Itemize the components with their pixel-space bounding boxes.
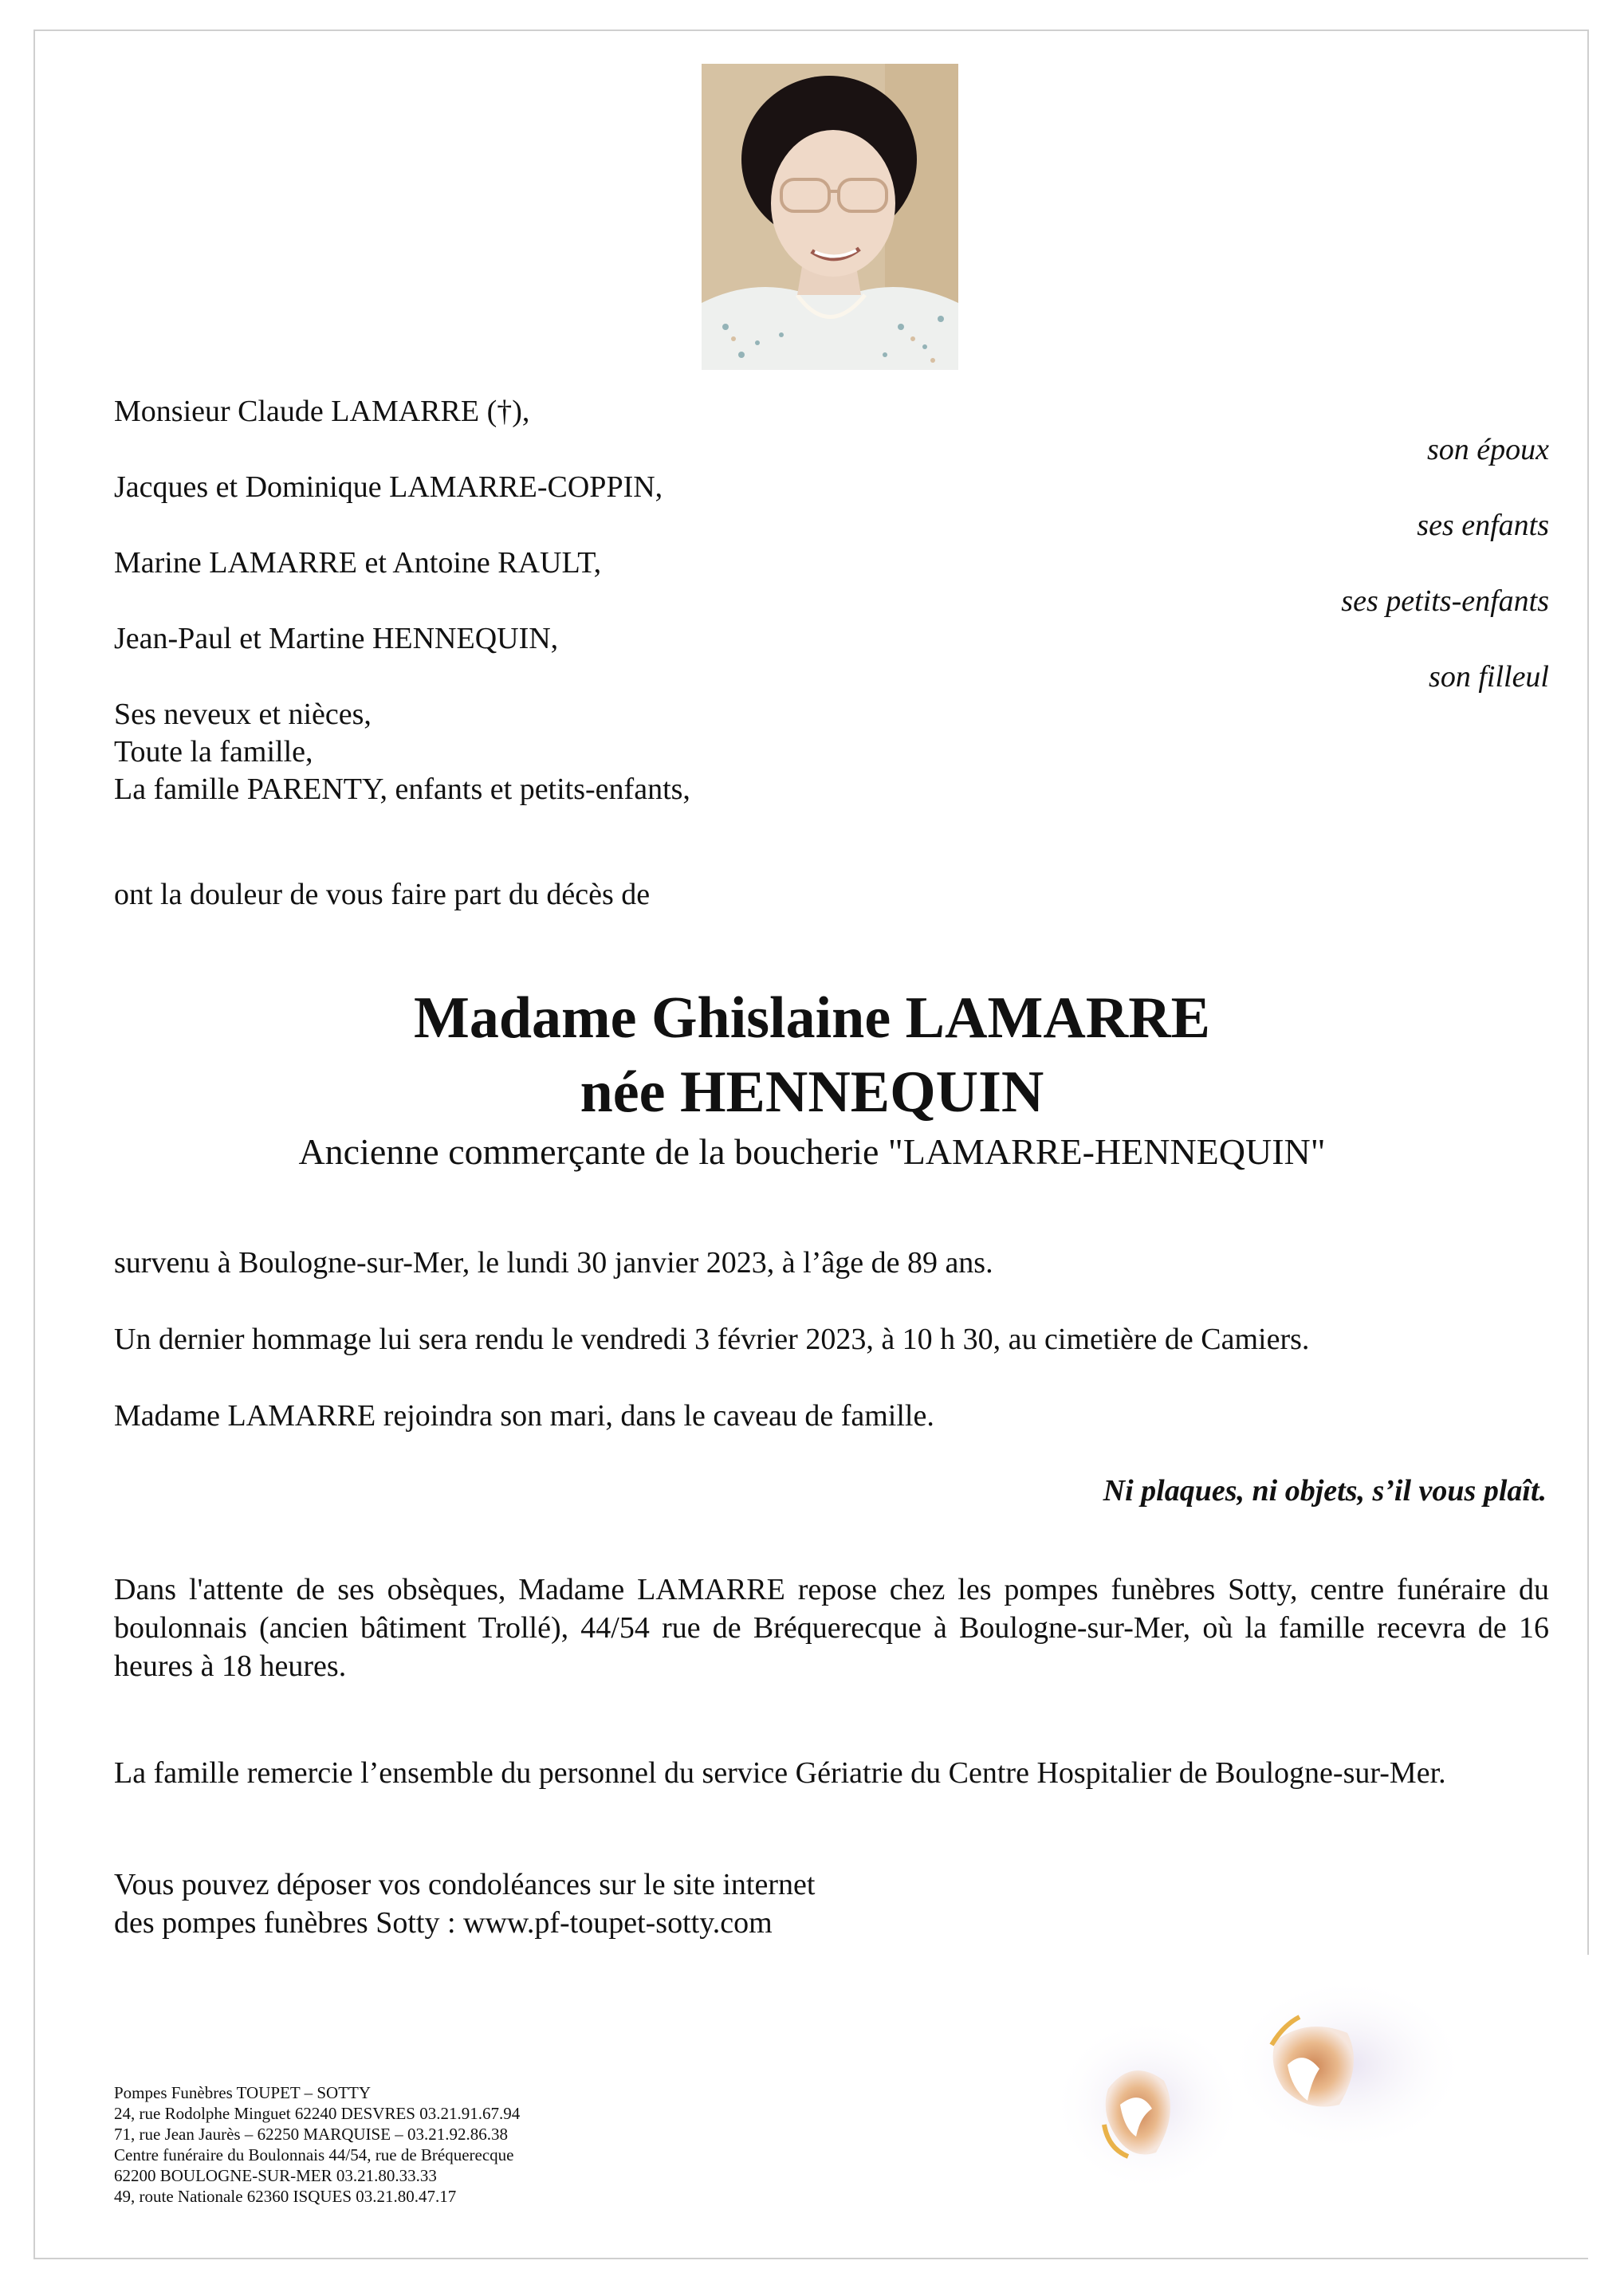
visitation-details: Dans l'attente de ses obsèques, Madame LAMARRE repose chez les pompes funèbres Sotty, centre funéraire du boulonnais (ancien bâtiment Trollé), 44/54 rue de Bréquerecque à Boulogne-sur-Mer, où la famille recevra de 16 heures à 18 heures. (114, 1573, 1549, 1683)
condolences-link[interactable]: des pompes funèbres Sotty : www.pf-toupet-sotty.com (114, 1906, 773, 1940)
family-member: Ses neveux et nièces, (114, 698, 372, 731)
no-flowers-request: Ni plaques, ni objets, s’il vous plaît. (1103, 1474, 1547, 1508)
portrait-image (702, 64, 958, 370)
relation-label: son époux (1426, 433, 1549, 466)
family-member: Jacques et Dominique LAMARRE-COPPIN, (114, 470, 663, 504)
family-member: Marine LAMARRE et Antoine RAULT, (114, 546, 602, 580)
family-member: La famille PARENTY, enfants et petits-enfants, (114, 773, 690, 806)
funeral-home-name: Pompes Funèbres TOUPET – SOTTY (114, 2083, 372, 2102)
relation-label: son filleul (1429, 660, 1549, 694)
funeral-home-address: 49, route Nationale 62360 ISQUES 03.21.80.47.17 (114, 2187, 457, 2206)
relation-label: ses enfants (1417, 509, 1549, 542)
burial-details: Madame LAMARRE rejoindra son mari, dans le caveau de famille. (114, 1399, 934, 1433)
funeral-home-info (114, 2082, 520, 2207)
ceremony-details: Un dernier hommage lui sera rendu le vendredi 3 février 2023, à 10 h 30, au cimetière de Camiers. (114, 1323, 1310, 1356)
funeral-home-address: 24, rue Rodolphe Minguet 62240 DESVRES 03.21.91.67.94 (114, 2104, 521, 2123)
funeral-home-address: 62200 BOULOGNE-SUR-MER 03.21.80.33.33 (114, 2166, 437, 2185)
relation-label: ses petits-enfants (1341, 584, 1549, 618)
family-member: Toute la famille, (114, 735, 313, 769)
deceased-name: Madame Ghislaine LAMARRE (414, 985, 1210, 1051)
funeral-home-address: Centre funéraire du Boulonnais 44/54, rue de Bréquerecque (114, 2145, 514, 2164)
funeral-home-address: 71, rue Jean Jaurès – 62250 MARQUISE – 03.21.92.86.38 (114, 2125, 509, 2144)
orchid-decoration (1060, 1969, 1579, 2240)
maiden-name: née HENNEQUIN (580, 1060, 1044, 1125)
portrait-photo (702, 64, 958, 370)
death-details: survenu à Boulogne-sur-Mer, le lundi 30 janvier 2023, à l’âge de 89 ans. (114, 1246, 993, 1280)
family-member: Jean-Paul et Martine HENNEQUIN, (114, 622, 559, 655)
thanks-message: La famille remercie l’ensemble du personnel du service Gériatrie du Centre Hospitalier de Boulogne-sur-Mer. (114, 1756, 1446, 1790)
condolences-line-1: Vous pouvez déposer vos condoléances sur le site internet (114, 1868, 816, 1901)
announcement-intro: ont la douleur de vous faire part du décès de (114, 878, 651, 911)
deceased-occupation: Ancienne commerçante de la boucherie "LAMARRE-HENNEQUIN" (298, 1131, 1326, 1172)
family-member: Monsieur Claude LAMARRE (†), (114, 395, 530, 428)
orchid-icon (1060, 1969, 1579, 2240)
